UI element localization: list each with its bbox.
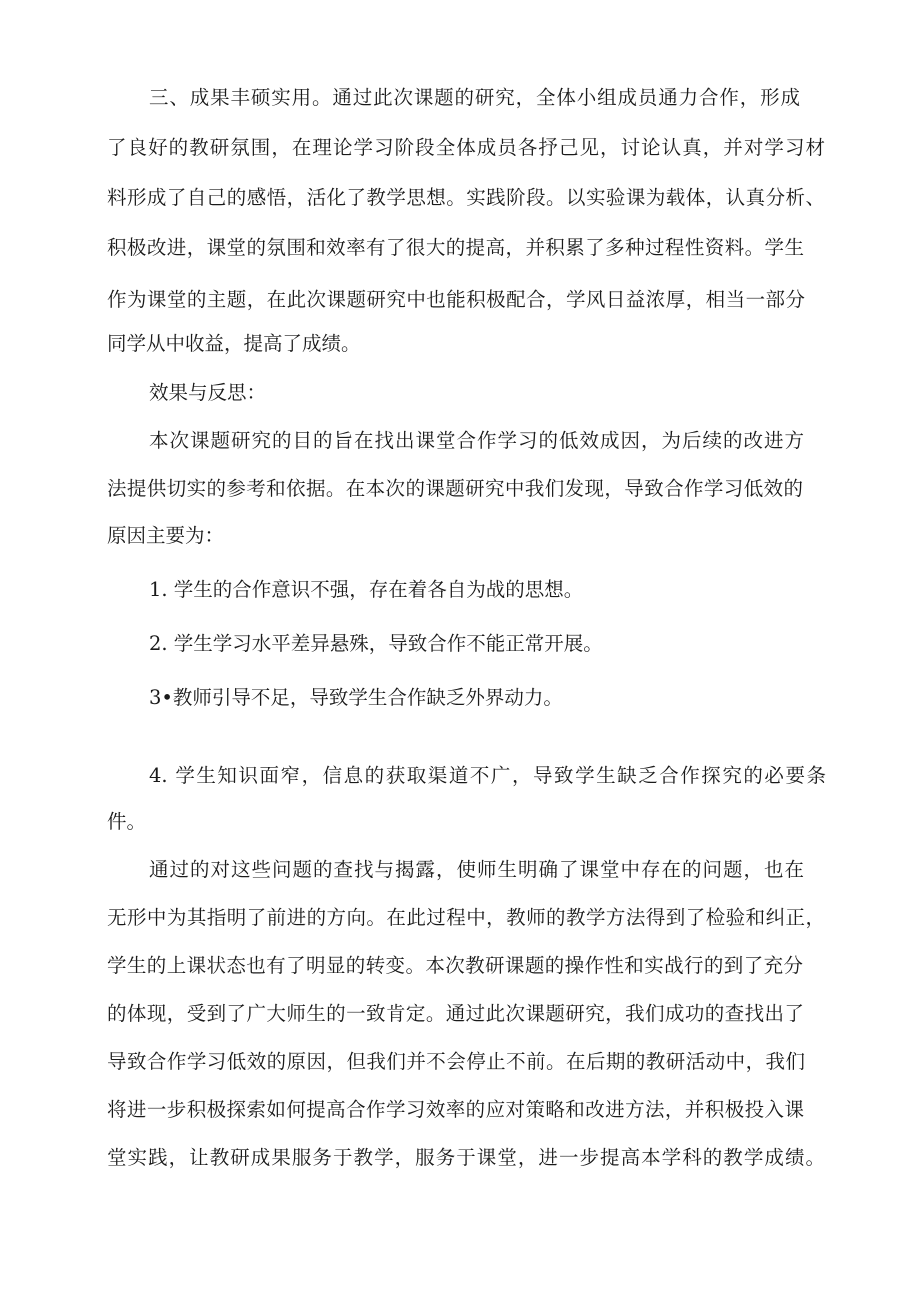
paragraph-line: 作为课堂的主题，在此次课题研究中也能积极配合，学风日益浓厚，相当一部分 bbox=[107, 288, 805, 311]
list-item: 3•教师引导不足，导致学生合作缺乏外界动力。 bbox=[149, 686, 563, 709]
paragraph-line: 同学从中收益，提高了成绩。 bbox=[107, 332, 361, 355]
paragraph-line: 学生的上课状态也有了明显的转变。本次教研课题的操作性和实战行的到了充分 bbox=[107, 954, 803, 977]
paragraph-line: 的体现，受到了广大师生的一致肯定。通过此次课题研究，我们成功的查找出了 bbox=[107, 1002, 804, 1025]
paragraph-line: 件。 bbox=[107, 810, 147, 833]
paragraph-line: 将进一步积极探索如何提高合作学习效率的应对策略和改进方法，并积极投入课 bbox=[107, 1098, 804, 1121]
paragraph-line: 通过的对这些问题的查找与揭露，使师生明确了课堂中存在的问题，也在 bbox=[149, 858, 804, 881]
paragraph-line: 无形中为其指明了前进的方向。在此过程中，教师的教学方法得到了检验和纠正， bbox=[107, 906, 825, 929]
paragraph-line: 堂实践，让教研成果服务于教学，服务于课堂，进一步提高本学科的教学成绩。 bbox=[107, 1146, 825, 1169]
paragraph-line: 积极改进，课堂的氛围和效率有了很大的提高，并积累了多种过程性资料。学生 bbox=[107, 236, 804, 259]
paragraph-line: 法提供切实的参考和依据。在本次的课题研究中我们发现，导致合作学习低效的 bbox=[107, 477, 803, 500]
section-heading: 效果与反思： bbox=[149, 381, 267, 404]
paragraph-line: 本次课题研究的目的旨在找出课堂合作学习的低效成因，为后续的改进方 bbox=[149, 429, 804, 452]
paragraph-line: 导致合作学习低效的原因，但我们并不会停止不前。在后期的教研活动中，我们 bbox=[107, 1050, 805, 1073]
list-item: 2. 学生学习水平差异悬殊，导致合作不能正常开展。 bbox=[149, 632, 603, 655]
paragraph-line: 料形成了自己的感悟，活化了教学思想。实践阶段。以实验课为载体，认真分析、 bbox=[107, 186, 825, 209]
paragraph-line: 三、成果丰硕实用。通过此次课题的研究，全体小组成员通力合作，形成 bbox=[149, 86, 800, 109]
paragraph-line: 了良好的教研氛围，在理论学习阶段全体成员各抒己见，讨论认真，并对学习材 bbox=[107, 136, 825, 159]
list-item: 1. 学生的合作意识不强，存在着各自为战的思想。 bbox=[149, 578, 584, 601]
paragraph-line: 原因主要为： bbox=[107, 524, 225, 547]
paragraph-line: 4. 学生知识面窄，信息的获取渠道不广，导致学生缺乏合作探究的必要条 bbox=[149, 764, 826, 787]
